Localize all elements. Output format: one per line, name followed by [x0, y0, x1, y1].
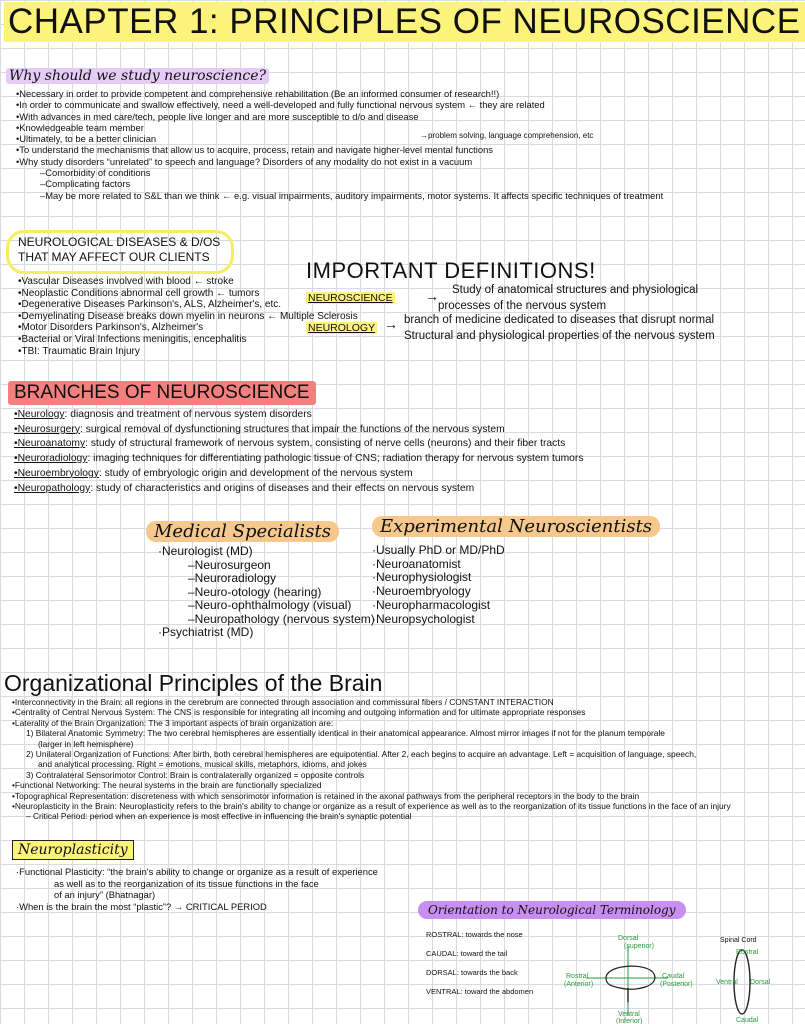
list-item: (larger in left hemisphere) [38, 738, 134, 749]
label-sc-rostral: Rostral [736, 949, 759, 956]
list-item: as well as to the reorganization of its tissue functions in the face [54, 877, 319, 889]
list-item: •To understand the mechanisms that allow us to acquire, process, retain and navigate higher-level mental functions [16, 144, 493, 156]
definition-text: Study of anatomical structures and physiological [452, 284, 699, 296]
list-item: ·Neuroembryology [372, 584, 471, 599]
branches-list [14, 408, 583, 496]
list-item: – Critical Period: period when an experience is most effective in influencing the brain's synaptic potential [26, 811, 412, 822]
list-item: and analytical processing. Right = emotions, musical skills, metaphors, idioms, and jokes [38, 759, 367, 770]
list-item [14, 467, 583, 482]
disorders-title-line2: THAT MAY AFFECT OUR CLIENTS [18, 250, 210, 264]
list-item: VENTRAL: toward the abdomen [426, 987, 534, 996]
list-item: –May be more related to S&L than we think ← e.g. visual impairments, auditory impairments, motor systems. It affects specific techniques of treatment [40, 189, 664, 201]
definition-term-neurology: NEUROLOGY [308, 322, 376, 334]
branch-desc: : study of embryologic origin and development of the nervous system [98, 467, 413, 479]
list-item: –Neurosurgeon [188, 557, 271, 572]
list-item: ·Functional Plasticity: “the brain's ability to change or organize as a result of experience [16, 866, 378, 877]
list-item: •In order to communicate and swallow effectively, need a well-developed and fully functional nervous system ← they are related [16, 99, 545, 111]
branch-desc: : diagnosis and treatment of nervous system disorders [64, 409, 312, 420]
list-item: –Neuroradiology [188, 571, 277, 585]
list-item: ·Neurophysiologist [372, 570, 472, 585]
orientation-list [426, 926, 533, 1000]
neuroplasticity-heading: Neuroplasticity [12, 840, 134, 860]
label-dorsal-sub: (superior) [624, 943, 654, 950]
why-list [16, 88, 663, 201]
label-sc-ventral: Ventral [716, 979, 738, 986]
list-item: •Demyelinating Disease breaks down myelin in neurons ← Multiple Sclerosis [18, 310, 358, 322]
list-item: •With advances in med care/tech, people live longer and are more susceptible to d/o and disease [16, 110, 419, 122]
branch-desc: : study of structural framework of nervous system, consisting of nerve cells (neurons) and their fiber tracts [85, 438, 566, 450]
list-item [14, 437, 583, 452]
label-rostral: Rostral [566, 973, 589, 980]
list-item: ·Neurologist (MD) [158, 544, 253, 558]
branch-name: •Neurosurgery [14, 423, 80, 435]
branch-name: •Neuroradiology [14, 453, 88, 465]
why-note: →problem solving, language comprehension, etc [420, 131, 594, 140]
list-item: •TBI: Traumatic Brain Injury [18, 345, 140, 357]
list-item: ·Neuropsychologist [372, 611, 475, 626]
list-item: •Topographical Representation: discreteness with which sensorimotor information is retained in the axonal pathways from the peripheral receptors in the body to the brain [12, 790, 640, 801]
experimental-neuroscientists-heading: Experimental Neuroscientists [372, 516, 660, 537]
branch-name: •Neuroanatomy [14, 438, 86, 450]
list-item [14, 452, 583, 467]
disorders-list [18, 276, 358, 357]
list-item: •Laterality of the Brain Organization: The 3 important aspects of brain organization are: [12, 717, 334, 728]
label-spinal-cord: Spinal Cord [720, 937, 757, 944]
list-item: DORSAL: towards the back [426, 968, 518, 977]
list-item: –Complicating factors [40, 178, 131, 190]
definitions-heading: IMPORTANT DEFINITIONS! [306, 258, 596, 283]
label-dorsal: Dorsal [618, 935, 639, 942]
list-item: –Comorbidity of conditions [40, 167, 151, 179]
list-item: ·When is the brain the most “plastic”? → CRITICAL PERIOD [16, 900, 267, 912]
label-sc-dorsal: Dorsal [750, 979, 771, 986]
list-item: of an injury” (Bhatnagar) [54, 889, 156, 900]
medical-specialists-list [158, 545, 375, 640]
arrow-icon: → [425, 288, 439, 304]
list-item: •Neuroplasticity in the Brain: Neuroplasticity refers to the brain's ability to change or organize as a result of experience as well as to the reorganization of its tissue functions in the face of an injury [12, 801, 731, 812]
list-item: •Motor Disorders Parkinson's, Alzheimer's [18, 322, 204, 334]
medical-specialists-heading: Medical Specialists [146, 521, 339, 542]
label-ventral: Ventral [618, 1011, 640, 1018]
list-item [14, 482, 583, 497]
list-item: •Knowledgeable team member [16, 121, 144, 133]
list-item: •Necessary in order to provide competent and comprehensive rehabilitation (Be an informed consumer of research!!) [16, 88, 500, 99]
branch-name: •Neurology [14, 409, 65, 420]
organizational-principles-heading: Organizational Principles of the Brain [4, 670, 383, 696]
definition-text: processes of the nervous system [438, 300, 607, 312]
branches-heading: BRANCHES OF NEUROSCIENCE [8, 381, 316, 405]
orientation-diagram [556, 926, 771, 1024]
branch-name: •Neuropathology [14, 482, 91, 494]
page-title: CHAPTER 1: PRINCIPLES OF NEUROSCIENCE [4, 2, 805, 42]
list-item: ·Neuropharmacologist [372, 597, 491, 612]
list-item: 3) Contralateral Sensorimotor Control: Brain is contralaterally organized = opposite controls [26, 769, 365, 780]
experimental-neuroscientists-list [372, 544, 505, 626]
label-rostral-sub: (Anterior) [564, 981, 594, 988]
neuroplasticity-list [16, 866, 378, 912]
definition-term-neuroscience: NEUROSCIENCE [308, 292, 393, 304]
orientation-heading: Orientation to Neurological Terminology [418, 901, 686, 919]
list-item: •Vascular Diseases involved with blood ← stroke [18, 276, 234, 287]
arrow-icon: → [384, 316, 398, 332]
why-heading: Why should we study neuroscience? [6, 68, 269, 84]
list-item: ·Neuroanatomist [372, 556, 461, 571]
list-item [14, 408, 583, 423]
list-item: •Centrality of Central Nervous System: The CNS is responsible for integrating all incoming and outgoing information and for ultimate appropriate responses [12, 707, 586, 718]
list-item: 1) Bilateral Anatomic Symmetry: The two cerebral hemispheres are essentially identical in their anatomical appearance. Almost mirror images if not for the planum temporale [26, 728, 665, 739]
label-caudal-sub: (Posterior) [660, 981, 693, 988]
label-ventral-sub: (Inferior) [616, 1018, 643, 1024]
disorders-title-line1: NEUROLOGICAL DISEASES & D/OS [18, 235, 221, 249]
list-item: ·Usually PhD or MD/PhD [372, 543, 505, 557]
list-item [14, 423, 583, 438]
list-item: ROSTRAL: towards the nose [426, 930, 523, 939]
definition-text: branch of medicine dedicated to diseases that disrupt normal [404, 314, 715, 326]
label-caudal: Caudal [662, 973, 685, 980]
list-item: •Neoplastic Conditions abnormal cell growth ← tumors [18, 287, 260, 299]
definition-text: Structural and physiological properties of the nervous system [404, 330, 715, 342]
list-item: •Interconnectivity in the Brain: all regions in the cerebrum are connected through association and commissural fibers / CONSTANT INTERACTION [12, 697, 554, 707]
list-item: –Neuro-otology (hearing) [188, 584, 322, 599]
list-item: •Degenerative Diseases Parkinson's, ALS, Alzheimer's, etc. [18, 299, 281, 311]
list-item: –Neuropathology (nervous system) [188, 611, 375, 626]
list-item: •Ultimately, to be a better clinician [16, 133, 157, 145]
list-item: •Bacterial or Viral Infections meningitis, encephalitis [18, 333, 247, 345]
list-item: •Functional Networking: The neural systems in the brain are functionally specialized [12, 780, 322, 791]
branch-desc: : imaging techniques for differentiating pathologic tissue of CNS; radiation therapy for nervous system tumors [87, 453, 584, 465]
organizational-principles-list [12, 697, 731, 822]
label-sc-caudal: Caudal [736, 1017, 759, 1024]
list-item: •Why study disorders “unrelated” to speech and language? Disorders of any modality do not exist in a vacuum [16, 155, 473, 167]
branch-desc: : surgical removal of dysfunctioning structures that impair the functions of the nervous system [80, 423, 505, 435]
list-item: –Neuro-ophthalmology (visual) [188, 598, 352, 612]
list-item: ·Psychiatrist (MD) [158, 625, 254, 639]
branch-desc: : study of characteristics and origins of diseases and their effects on nervous system [90, 482, 475, 494]
list-item: CAUDAL: toward the tail [426, 949, 508, 958]
branch-name: •Neuroembryology [14, 467, 99, 479]
list-item: 2) Unilateral Organization of Functions: After birth, both cerebral hemispheres are equipotential. After 2, each begins to acquire an advantage. Left = acquisition of language, speech, [26, 749, 697, 760]
